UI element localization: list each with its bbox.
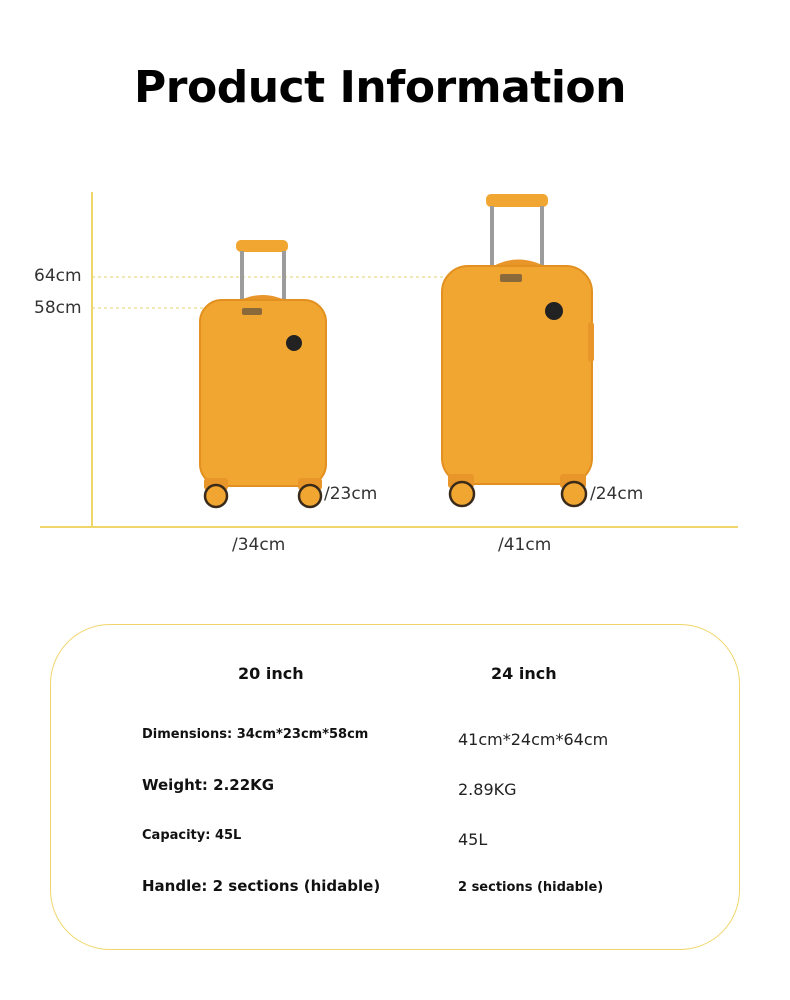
height-label-58cm: 58cm [34,298,82,318]
suitcase-20-inch [200,240,326,507]
spec-weight-24: 2.89KG [458,780,517,799]
width-label-large: /41cm [498,535,552,555]
width-label-small: /34cm [232,535,286,555]
spec-capacity-20: Capacity: 45L [142,828,242,843]
spec-dimensions-24: 41cm*24cm*64cm [458,730,609,749]
spec-handle-20: Handle: 2 sections (hidable) [142,877,381,895]
depth-label-large: /24cm [590,484,644,504]
col-header-24-inch: 24 inch [491,664,557,683]
depth-label-small: /23cm [324,484,378,504]
page-title: Product Information [134,62,626,113]
height-label-64cm: 64cm [34,266,82,286]
col-header-20-inch: 20 inch [238,664,304,683]
spec-capacity-24: 45L [458,830,488,849]
spec-dimensions-20: Dimensions: 34cm*23cm*58cm [142,727,369,742]
spec-handle-24: 2 sections (hidable) [458,880,604,895]
spec-weight-20: Weight: 2.22KG [142,776,275,794]
suitcase-24-inch [442,194,594,506]
